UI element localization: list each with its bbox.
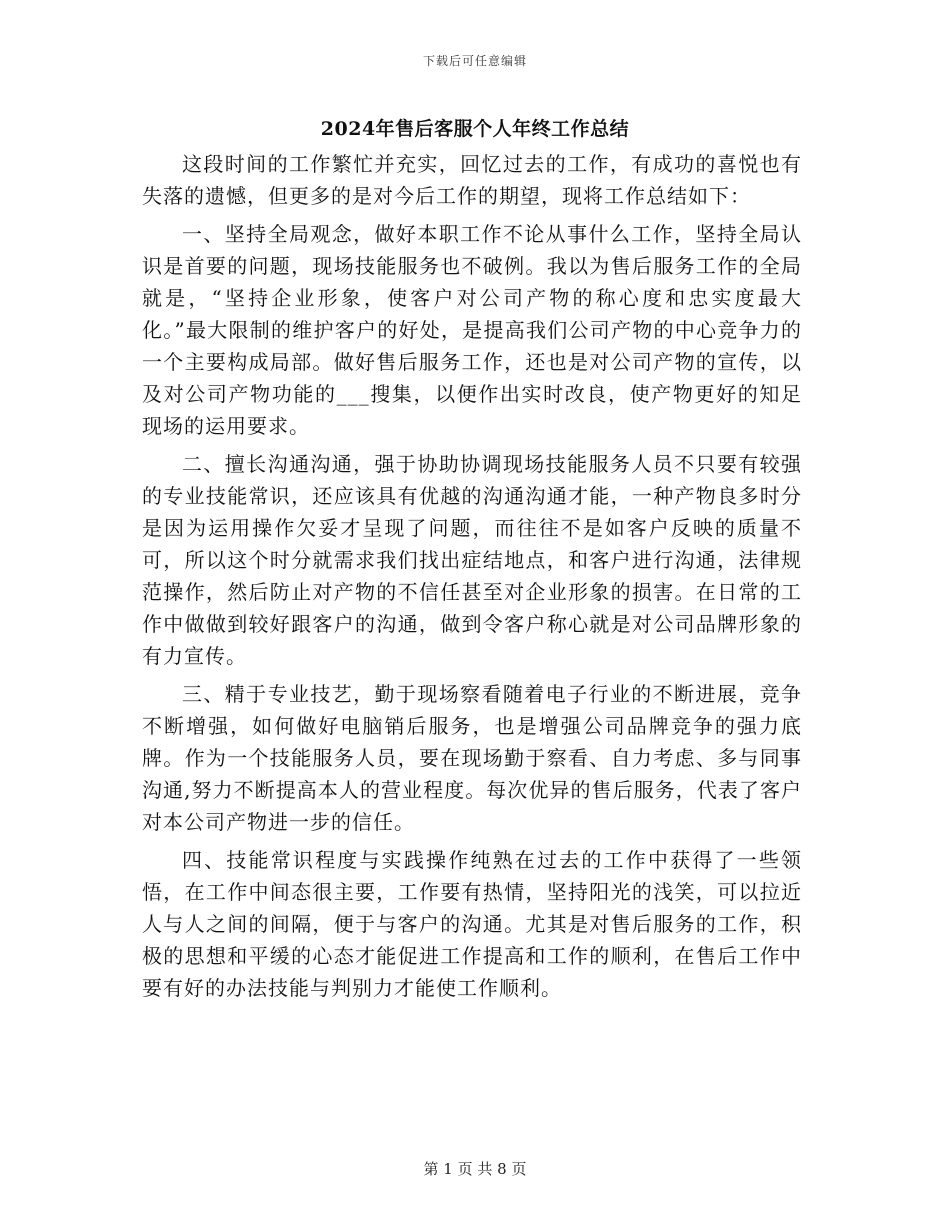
header-note: 下载后可任意编辑	[422, 54, 527, 68]
page-number-footer: 第 1 页 共 8 页	[423, 1160, 527, 1178]
document-title: 2024年售后客服个人年终工作总结	[320, 118, 630, 140]
document-body	[142, 148, 802, 1010]
paragraph-section-2: 二、擅长沟通沟通，强于协助协调现场技能服务人员不只要有较强的专业技能常识，还应该具有优越的沟通沟通才能，一种产物良多时分是因为运用操作欠妥才呈现了问题，而往往不是如客户反映的质量不可，所以这个时分就需求我们找出症结地点，和客户进行沟通，法律规范操作，然后防止对产物的不信任甚至对企业形象的损害。在日常的工作中做做到较好跟客户的沟通，做到令客户称心就是对公司品牌形象的有力宣传。	[142, 452, 802, 668]
paragraph-section-4: 四、技能常识程度与实践操作纯熟在过去的工作中获得了一些领悟，在工作中间态很主要，工作要有热情，坚持阳光的浅笑，可以拉近人与人之间的间隔，便于与客户的沟通。尤其是对售后服务的工作，积极的思想和平缓的心态才能促进工作提高和工作的顺利，在售后工作中要有好的办法技能与判别力才能使工作顺利。	[142, 848, 802, 1000]
paragraph-section-3: 三、精于专业技艺，勤于现场察看随着电子行业的不断进展，竞争不断增强，如何做好电脑销后服务，也是增强公司品牌竞争的强力底牌。作为一个技能服务人员，要在现场勤于察看、自力考虑、多与同事沟通,努力不断提高本人的营业程度。每次优异的售后服务，代表了客户对本公司产物进一步的信任。	[142, 682, 802, 834]
paragraph-section-1: 一、坚持全局观念，做好本职工作不论从事什么工作，坚持全局认识是首要的问题，现场技能服务也不破例。我以为售后服务工作的全局就是，“坚持企业形象，使客户对公司产物的称心度和忠实度最大化。”最大限制的维护客户的好处，是提高我们公司产物的中心竞争力的一个主要构成局部。做好售后服务工作，还也是对公司产物的宣传，以及对公司产物功能的___搜集，以便作出实时改良，使产物更好的知足现场的运用要求。	[142, 222, 802, 438]
paragraph-intro: 这段时间的工作繁忙并充实，回忆过去的工作，有成功的喜悦也有失落的遗憾，但更多的是对今后工作的期望，现将工作总结如下：	[142, 152, 802, 208]
